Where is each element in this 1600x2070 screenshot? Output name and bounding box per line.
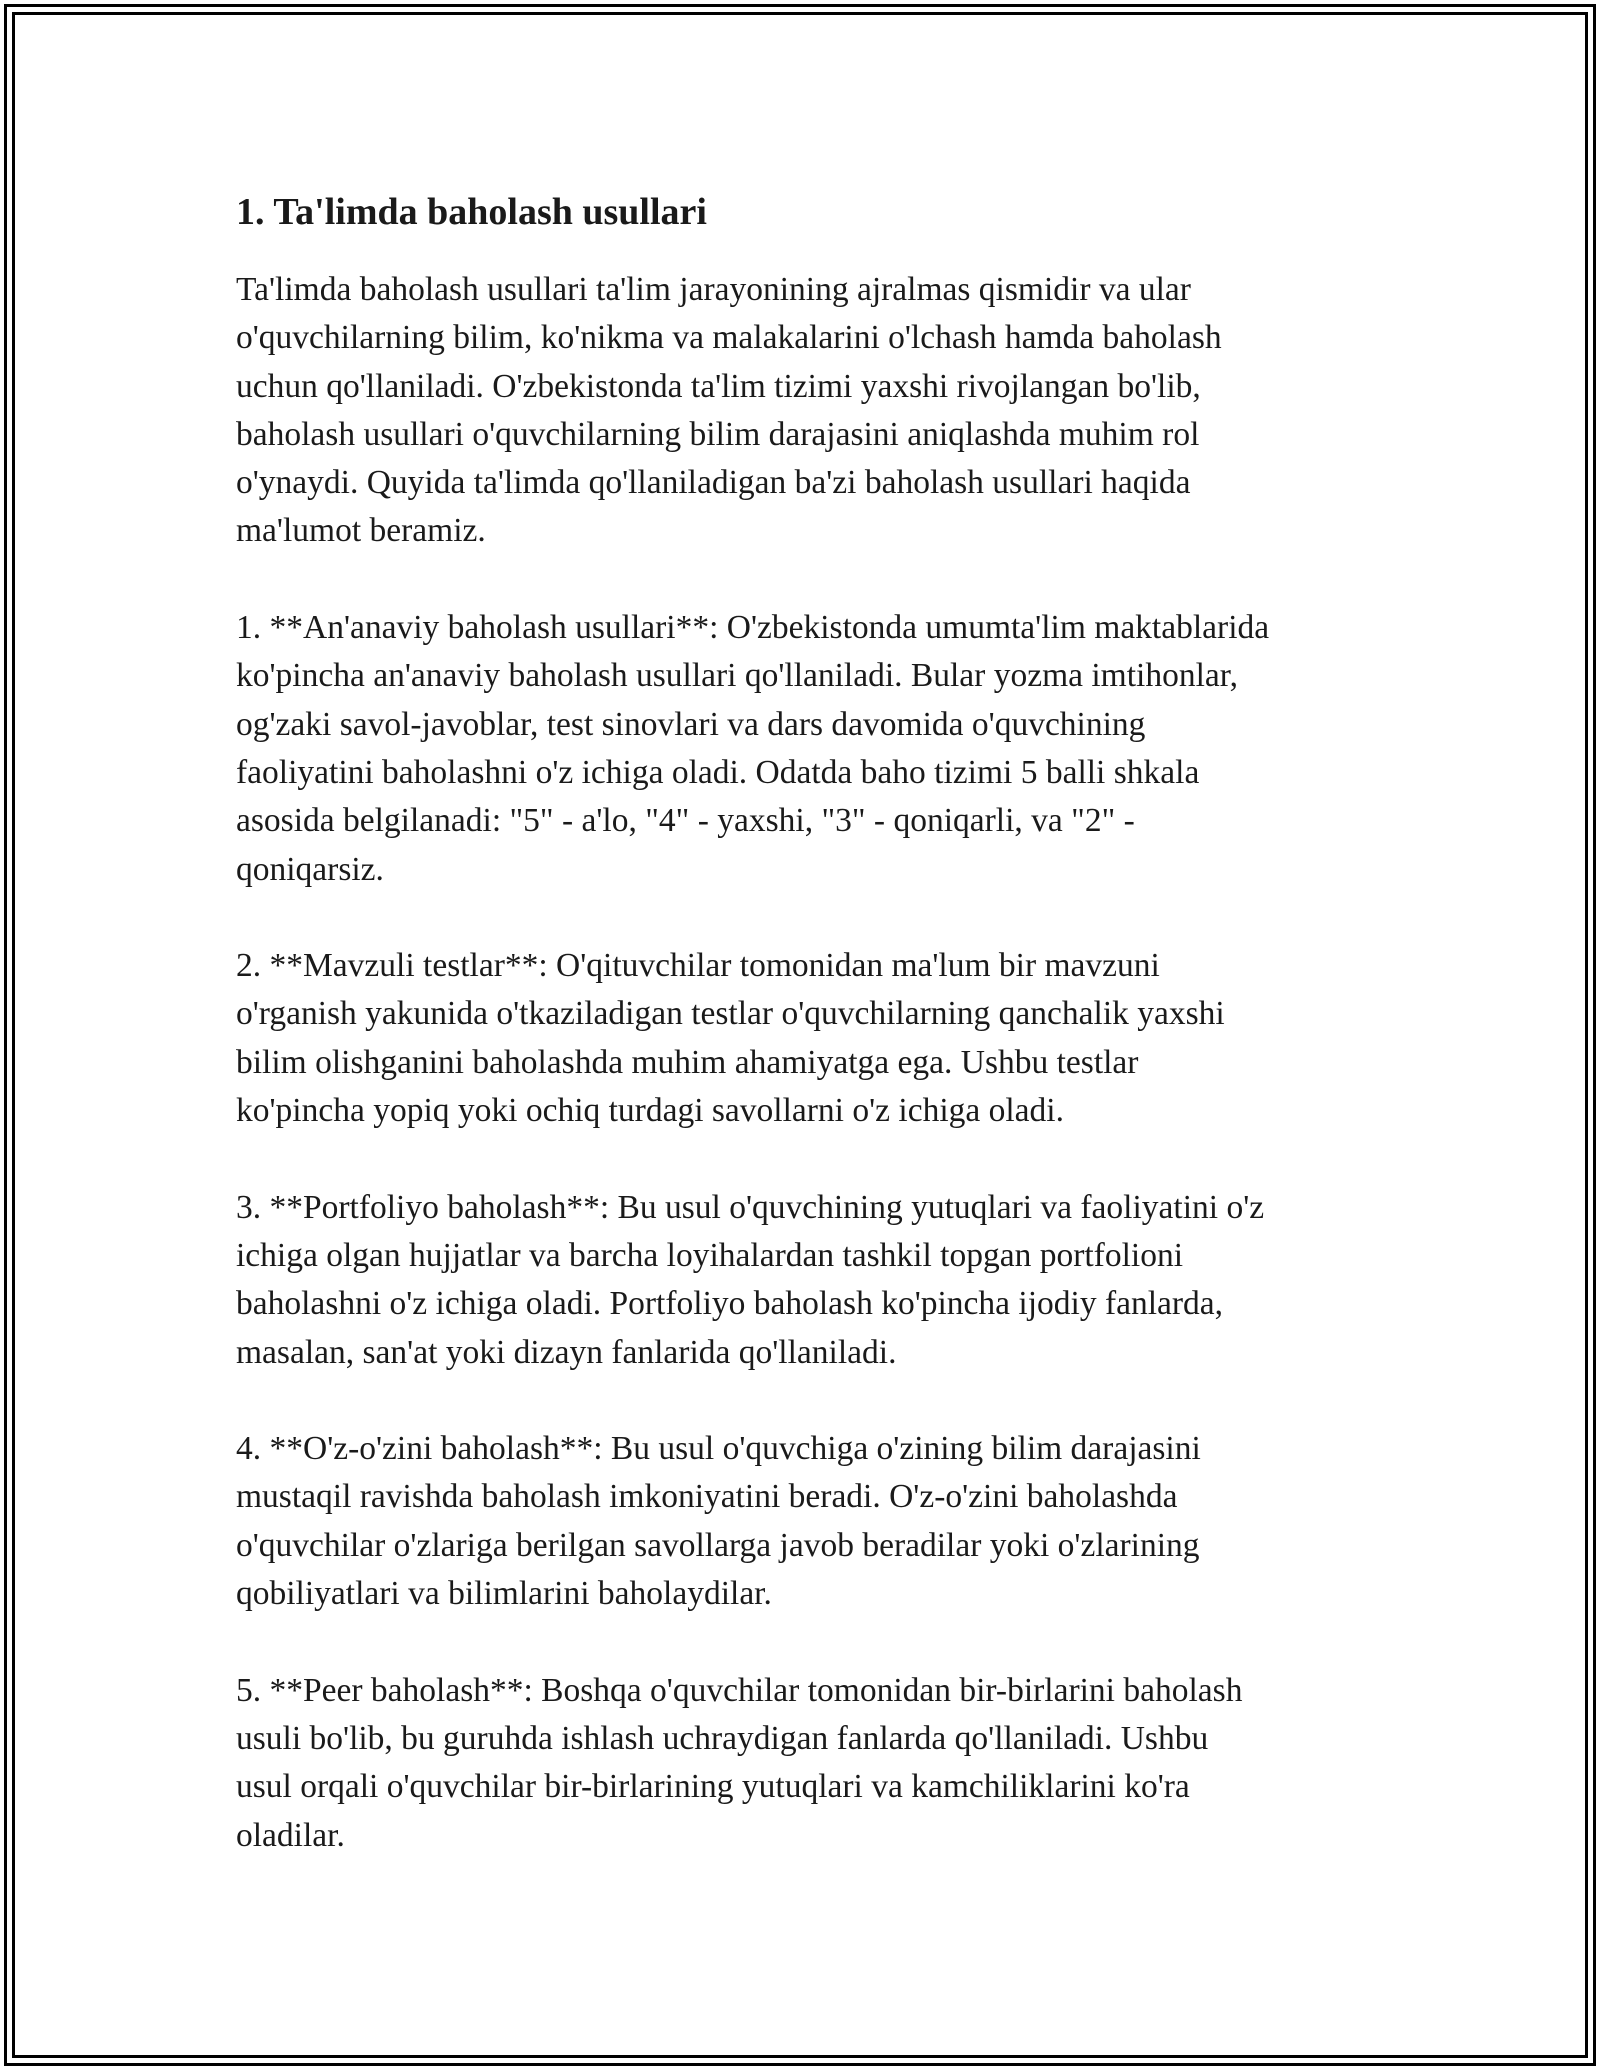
document-title: 1. Ta'limda baholash usullari [236, 191, 707, 233]
paragraph-line: 4. **O'z-o'zini baholash**: Bu usul o'quvchiga o'zining bilim darajasini [236, 1430, 1201, 1468]
paragraph-line: usuli bo'lib, bu guruhda ishlash uchraydigan fanlarda qo'llaniladi. Ushbu [236, 1719, 1209, 1757]
paragraph-line: ko'pincha yopiq yoki ochiq turdagi savollarni o'z ichiga oladi. [236, 1092, 1064, 1130]
paragraph-line: o'quvchilarning bilim, ko'nikma va malakalarini o'lchash hamda baholash [236, 319, 1222, 357]
paragraph-line: masalan, san'at yoki dizayn fanlarida qo'llaniladi. [236, 1333, 897, 1371]
paragraph-line: og'zaki savol-javoblar, test sinovlari va dars davomida o'quvchining [236, 705, 1146, 743]
paragraph-list [236, 266, 1396, 1860]
paragraph-line: 1. **An'anaviy baholash usullari**: O'zbekistonda umumta'lim maktablarida [236, 609, 1270, 647]
document-body [236, 186, 1396, 1908]
paragraph-line: bilim olishganini baholashda muhim ahamiyatga ega. Ushbu testlar [236, 1043, 1139, 1081]
paragraph-line: usul orqali o'quvchilar bir-birlarining yutuqlari va kamchiliklarini ko'ra [236, 1768, 1190, 1806]
paragraph-line: ma'lumot beramiz. [236, 512, 486, 550]
paragraph-line: oladilar. [236, 1816, 345, 1854]
paragraph [236, 604, 1396, 894]
paragraph [236, 1667, 1396, 1860]
paragraph-line: ichiga olgan hujjatlar va barcha loyihalardan tashkil topgan portfolioni [236, 1236, 1184, 1274]
paragraph [236, 1425, 1396, 1618]
paragraph-line: mustaqil ravishda baholash imkoniyatini beradi. O'z-o'zini baholashda [236, 1478, 1178, 1516]
paragraph-line: o'quvchilar o'zlariga berilgan savollarga javob beradilar yoki o'zlarining [236, 1526, 1200, 1564]
paragraph [236, 266, 1396, 556]
paragraph-line: Ta'limda baholash usullari ta'lim jarayonining ajralmas qismidir va ular [236, 271, 1191, 308]
paragraph-line: o'ynaydi. Quyida ta'limda qo'llaniladigan ba'zi baholash usullari haqida [236, 464, 1191, 502]
paragraph-line: asosida belgilanadi: "5" - a'lo, "4" - yaxshi, "3" - qoniqarli, va "2" - [236, 802, 1135, 840]
paragraph-line: 2. **Mavzuli testlar**: O'qituvchilar tomonidan ma'lum bir mavzuni [236, 947, 1160, 985]
paragraph-line: ko'pincha an'anaviy baholash usullari qo'llaniladi. Bular yozma imtihonlar, [236, 657, 1238, 695]
paragraph-line: uchun qo'llaniladi. O'zbekistonda ta'lim tizimi yaxshi rivojlangan bo'lib, [236, 367, 1201, 405]
paragraph-line: 5. **Peer baholash**: Boshqa o'quvchilar tomonidan bir-birlarini baholash [236, 1671, 1243, 1709]
paragraph-line: faoliyatini baholashni o'z ichiga oladi. Odatda baho tizimi 5 balli shkala [236, 753, 1200, 791]
paragraph-line: o'rganish yakunida o'tkaziladigan testlar o'quvchilarning qanchalik yaxshi [236, 995, 1225, 1033]
paragraph [236, 942, 1396, 1135]
paragraph-line: qoniqarsiz. [236, 850, 384, 888]
paragraph-line: 3. **Portfoliyo baholash**: Bu usul o'quvchining yutuqlari va faoliyatini o'z [236, 1188, 1265, 1226]
paragraph [236, 1184, 1396, 1377]
paragraph-line: baholashni o'z ichiga oladi. Portfoliyo baholash ko'pincha ijodiy fanlarda, [236, 1285, 1224, 1323]
paragraph-line: baholash usullari o'quvchilarning bilim darajasini aniqlashda muhim rol [236, 415, 1200, 453]
paragraph-line: qobiliyatlari va bilimlarini baholaydilar. [236, 1575, 772, 1613]
